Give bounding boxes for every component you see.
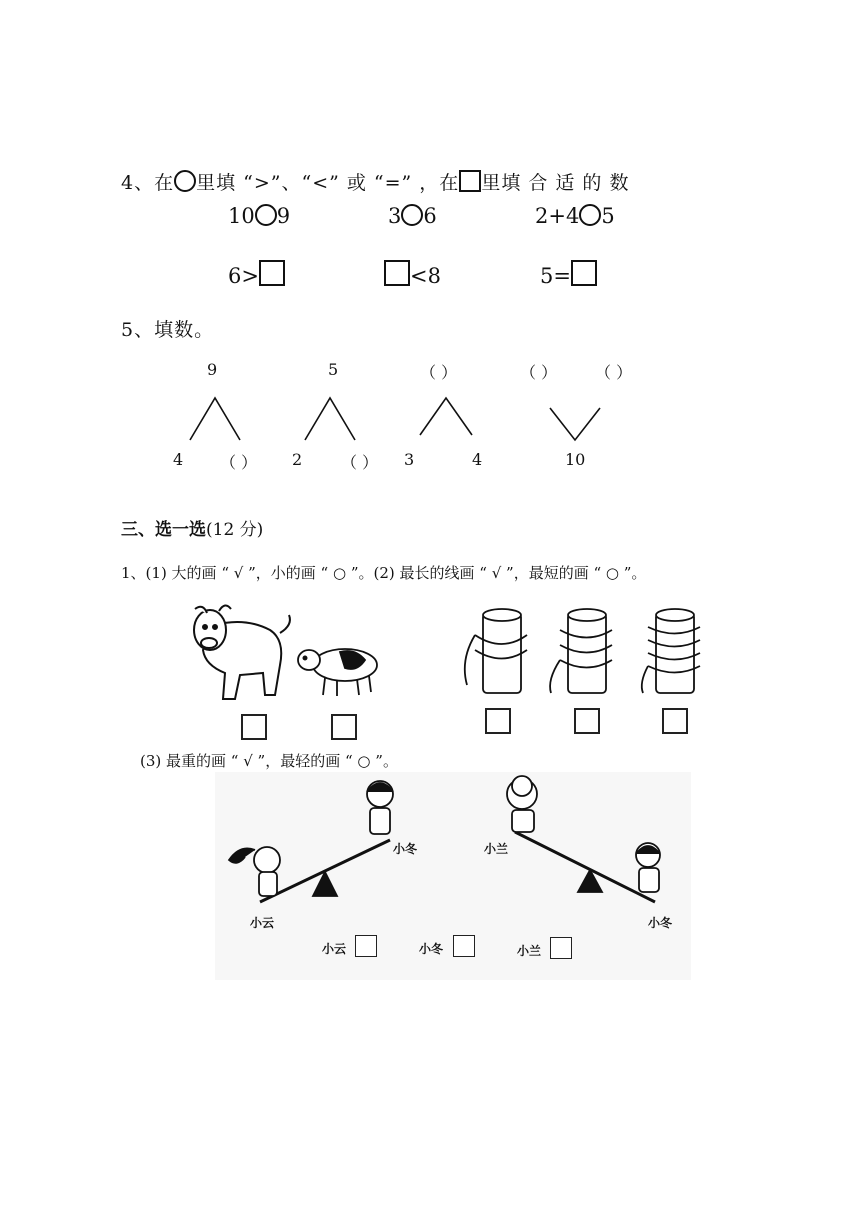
answer-box-spool-3[interactable]: [662, 708, 688, 734]
tree-left: 2: [292, 450, 303, 469]
section-title: 三、选一选: [121, 520, 206, 540]
answer-label-xiaodong: 小冬: [419, 942, 444, 956]
answer-box-spool-2[interactable]: [574, 708, 600, 734]
prompt-text: 在: [154, 172, 175, 194]
tree-top: （ ）: [420, 363, 458, 382]
tree-top: （ ）: [595, 363, 633, 382]
seesaw-label: 小冬: [648, 916, 673, 930]
expression: <8: [410, 264, 441, 288]
answer-label-xiaoyun: 小云: [322, 942, 347, 956]
section-score: (12 分): [206, 520, 264, 540]
section-3-heading: [121, 515, 263, 540]
small-cow-image: [295, 640, 385, 700]
left-operand: 2+4: [535, 204, 580, 228]
tree-left: 4: [173, 450, 184, 469]
spools-image: [455, 605, 715, 700]
tree-bottom: 10: [565, 450, 586, 469]
answer-label-xiaolan: 小兰: [517, 944, 542, 958]
question-number: 4、: [121, 172, 155, 194]
answer-box-small-cow[interactable]: [331, 714, 357, 740]
tree-right: （ ）: [341, 453, 379, 472]
tree-top: （ ）: [520, 363, 558, 382]
left-operand: 3: [388, 204, 402, 228]
seesaw-label: 小兰: [484, 842, 509, 856]
answer-box-spool-1[interactable]: [485, 708, 511, 734]
answer-box-xiaolan[interactable]: [550, 937, 572, 959]
left-operand: 10: [228, 204, 255, 228]
expression: 5=: [540, 264, 571, 288]
right-operand: 6: [423, 204, 437, 228]
answer-box-big-cow[interactable]: [241, 714, 267, 740]
tree-left: 3: [404, 450, 415, 469]
right-operand: 5: [601, 204, 615, 228]
seesaw-label: 小云: [250, 916, 275, 930]
tree-right: 4: [472, 450, 483, 469]
seesaw-label: 小冬: [393, 842, 418, 856]
tree-top: 5: [328, 360, 339, 379]
question-3-prompt: (3) 最重的画 “ √ ”，最轻的画 “ ○ ”。: [140, 752, 398, 770]
big-cow-image: [185, 595, 295, 705]
expression: 6>: [228, 264, 259, 288]
answer-box-xiaoyun[interactable]: [355, 935, 377, 957]
question-1-prompt: 1、(1) 大的画 “ √ ”，小的画 “ ○ ”。(2) 最长的线画 “ √ ”，最短的画 “ ○ ”。: [121, 564, 647, 582]
answer-box-xiaodong[interactable]: [453, 935, 475, 957]
question-5-title: 5、填数。: [121, 319, 215, 341]
tree-top: 9: [207, 360, 218, 379]
prompt-text: 里填 “>”、“<” 或 “=” ，在: [196, 172, 460, 194]
tree-right: （ ）: [220, 453, 258, 472]
right-operand: 9: [276, 204, 291, 228]
prompt-text: 里填 合 适 的 数: [481, 172, 630, 194]
